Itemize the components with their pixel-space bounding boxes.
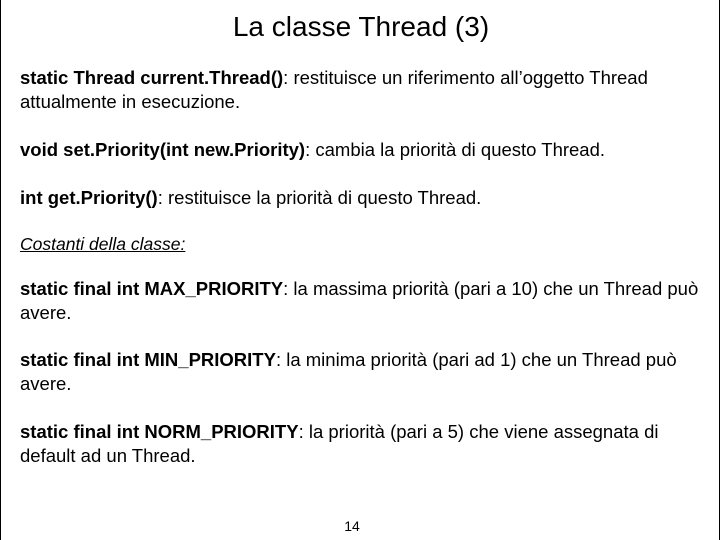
constant-description: : la priorità (pari a 5) che viene assegnata di default ad un Thread. <box>20 421 659 466</box>
constants-heading-row <box>20 232 710 257</box>
method-current-thread <box>20 66 710 113</box>
constant-description: : la massima priorità (pari a 10) che un Thread può avere. <box>20 278 699 323</box>
constant-max-priority <box>20 277 710 324</box>
method-signature: int get.Priority() <box>20 187 158 208</box>
constant-min-priority <box>20 348 710 395</box>
method-description: : restituisce un riferimento all’oggetto Thread attualmente in esecuzione. <box>20 67 648 112</box>
method-set-priority <box>20 138 710 162</box>
constant-norm-priority <box>20 420 710 467</box>
constant-signature: static final int NORM_PRIORITY <box>20 421 299 442</box>
method-description: : cambia la priorità di questo Thread. <box>305 139 606 160</box>
page-number: 14 <box>344 518 360 534</box>
constant-signature: static final int MIN_PRIORITY <box>20 349 276 370</box>
method-get-priority <box>20 186 710 210</box>
method-description: : restituisce la priorità di questo Thread. <box>157 187 482 208</box>
constant-signature: static final int MAX_PRIORITY <box>20 278 284 299</box>
constant-description: : la minima priorità (pari ad 1) che un Thread può avere. <box>20 349 677 394</box>
constants-heading: Costanti della classe: <box>20 234 186 254</box>
slide-title: La classe Thread (3) <box>232 11 490 42</box>
method-signature: void set.Priority(int new.Priority) <box>20 139 306 160</box>
method-signature: static Thread current.Thread() <box>20 67 284 88</box>
